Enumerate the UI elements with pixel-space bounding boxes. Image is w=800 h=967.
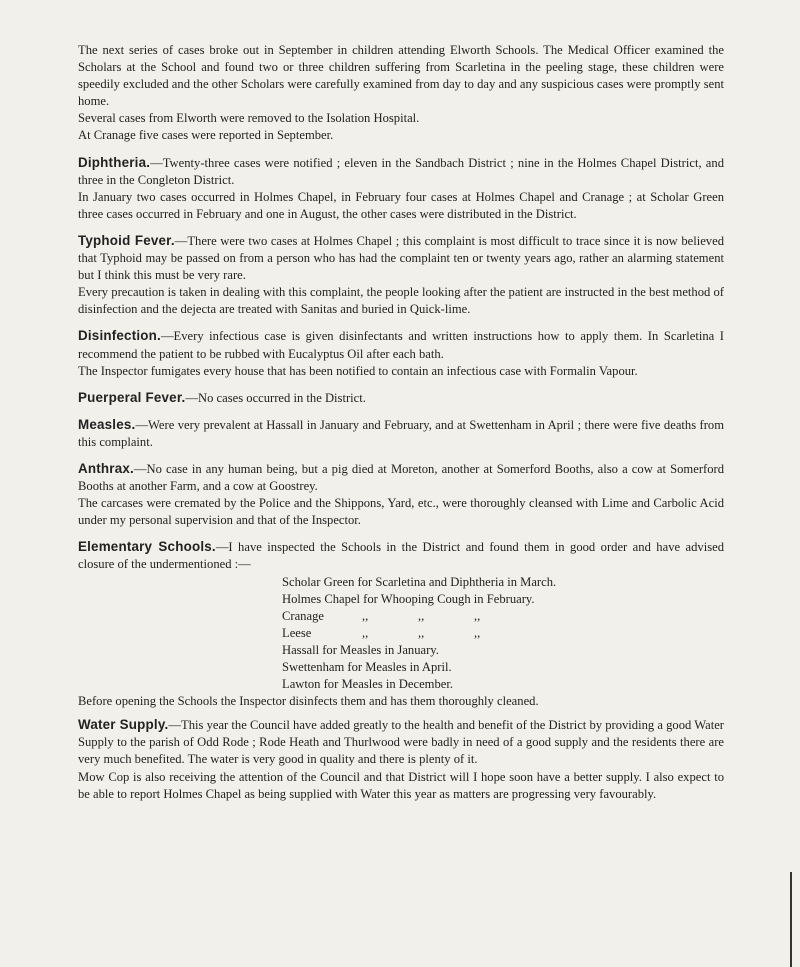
diphtheria-heading: Diphtheria. <box>78 154 151 170</box>
page-edge-mark <box>790 872 798 967</box>
anthrax-section <box>78 460 724 495</box>
intro-paragraph: The next series of cases broke out in September in children attending Elworth Schools. The Medical Officer examined the Scholars at the School and found two or three children suffering from Scarletina in the peeling stage, these children were speedily excluded and the other Scholars were carefully examined from day to day and any suspicious cases were promptly sent home. <box>78 43 724 109</box>
elworth-removal-paragraph: Several cases from Elworth were removed to the Isolation Hospital. <box>78 111 420 126</box>
typhoid-detail: Every precaution is taken in dealing with this complaint, the people looking after the patient are instructed in the best method of disinfection and the dejecta are treated with Sanitas and buried in Quick-lime. <box>78 285 724 317</box>
school-name: Cranage <box>282 608 324 623</box>
list-item: Hassall for Measles in January. <box>282 642 439 657</box>
cranage-paragraph: At Cranage five cases were reported in September. <box>78 128 334 143</box>
typhoid-heading: Typhoid Fever. <box>78 232 175 248</box>
anthrax-detail: The carcases were cremated by the Police and the Shippons, Yard, etc., were thoroughly cleansed with Lime and Carbolic Acid under my personal supervision and that of the Inspector. <box>78 496 724 528</box>
list-item: Swettenham for Measles in April. <box>282 660 452 674</box>
water-text: —This year the Council have added greatly to the health and benefit of the District by providing a good Water Supply to the parish of Odd Rode ; Rode Heath and Thurlwood were badly in need of a good supply and the residents there are very much benefited. The water is very good in quality and there is plenty of it. <box>78 718 725 767</box>
list-item <box>282 608 724 625</box>
ditto-mark: ,, <box>362 608 369 623</box>
typhoid-text: —There were two cases at Holmes Chapel ; this complaint is most difficult to trace since it is now believed that Typhoid may be passed on from a person who has had the complaint ten or twenty years ago, rather an alarming statement but I think this must be very rare. <box>78 233 724 283</box>
schools-text: —I have inspected the Schools in the District and found them in good order and have advised closure of the undermentioned :— <box>78 540 724 572</box>
ditto-mark: ,, <box>474 625 481 640</box>
disinfection-section <box>78 327 724 362</box>
schools-detail: Before opening the Schools the Inspector disinfects them and has them thoroughly cleaned. <box>78 694 539 709</box>
list-item: Scholar Green for Scarletina and Diphtheria in March. <box>282 574 557 589</box>
measles-text: —Were very prevalent at Hassall in January and February, and at Swettenham in April ; there were five deaths from this complaint. <box>78 417 724 449</box>
ditto-mark: ,, <box>418 625 425 640</box>
diphtheria-detail: In January two cases occurred in Holmes Chapel, in February four cases at Holmes Chapel and Cranage ; at Scholar Green three cases occurred in February and one in August, the other cases were distributed in the District. <box>78 189 724 221</box>
ditto-mark: ,, <box>362 625 369 640</box>
list-item: Holmes Chapel for Whooping Cough in February. <box>282 591 535 606</box>
anthrax-text: —No case in any human being, but a pig died at Moreton, another at Somerford Booths, also a cow at Somerford Booths at another Farm, and a cow at Goostrey. <box>78 461 724 494</box>
ditto-mark: ,, <box>418 608 425 623</box>
school-name: Leese <box>282 625 312 640</box>
measles-heading: Measles. <box>78 416 136 432</box>
schools-heading: Elementary Schools. <box>78 539 216 555</box>
list-item <box>282 625 724 642</box>
measles-section <box>78 416 724 451</box>
disinfection-detail: The Inspector fumigates every house that has been notified to contain an infectious case with Formalin Vapour. <box>78 363 638 378</box>
water-heading: Water Supply. <box>78 717 169 733</box>
diphtheria-text: —Twenty-three cases were notified ; eleven in the Sandbach District ; nine in the Holmes Chapel District, and three in the Congleton District. <box>78 155 724 187</box>
schools-section <box>78 538 724 573</box>
diphtheria-section <box>78 154 724 189</box>
list-item: Lawton for Measles in December. <box>282 677 454 692</box>
disinfection-heading: Disinfection. <box>78 328 161 344</box>
disinfection-text: —Every infectious case is given disinfectants and written instructions how to apply them. In Scarletina I recommend the patient to be rubbed with Eucalyptus Oil after each bath. <box>78 329 724 361</box>
anthrax-heading: Anthrax. <box>78 460 134 476</box>
school-closure-list <box>282 574 724 694</box>
water-section <box>78 716 724 768</box>
water-detail: Mow Cop is also receiving the attention of the Council and that District will I hope soon have a better supply. I also expect to be able to report Holmes Chapel as being supplied with Water this year as matters are progressing very favourably. <box>78 769 724 801</box>
ditto-mark: ,, <box>474 608 481 623</box>
puerperal-text: —No cases occurred in the District. <box>185 390 366 405</box>
puerperal-heading: Puerperal Fever. <box>78 389 186 405</box>
puerperal-section <box>78 389 724 407</box>
typhoid-section <box>78 232 724 284</box>
